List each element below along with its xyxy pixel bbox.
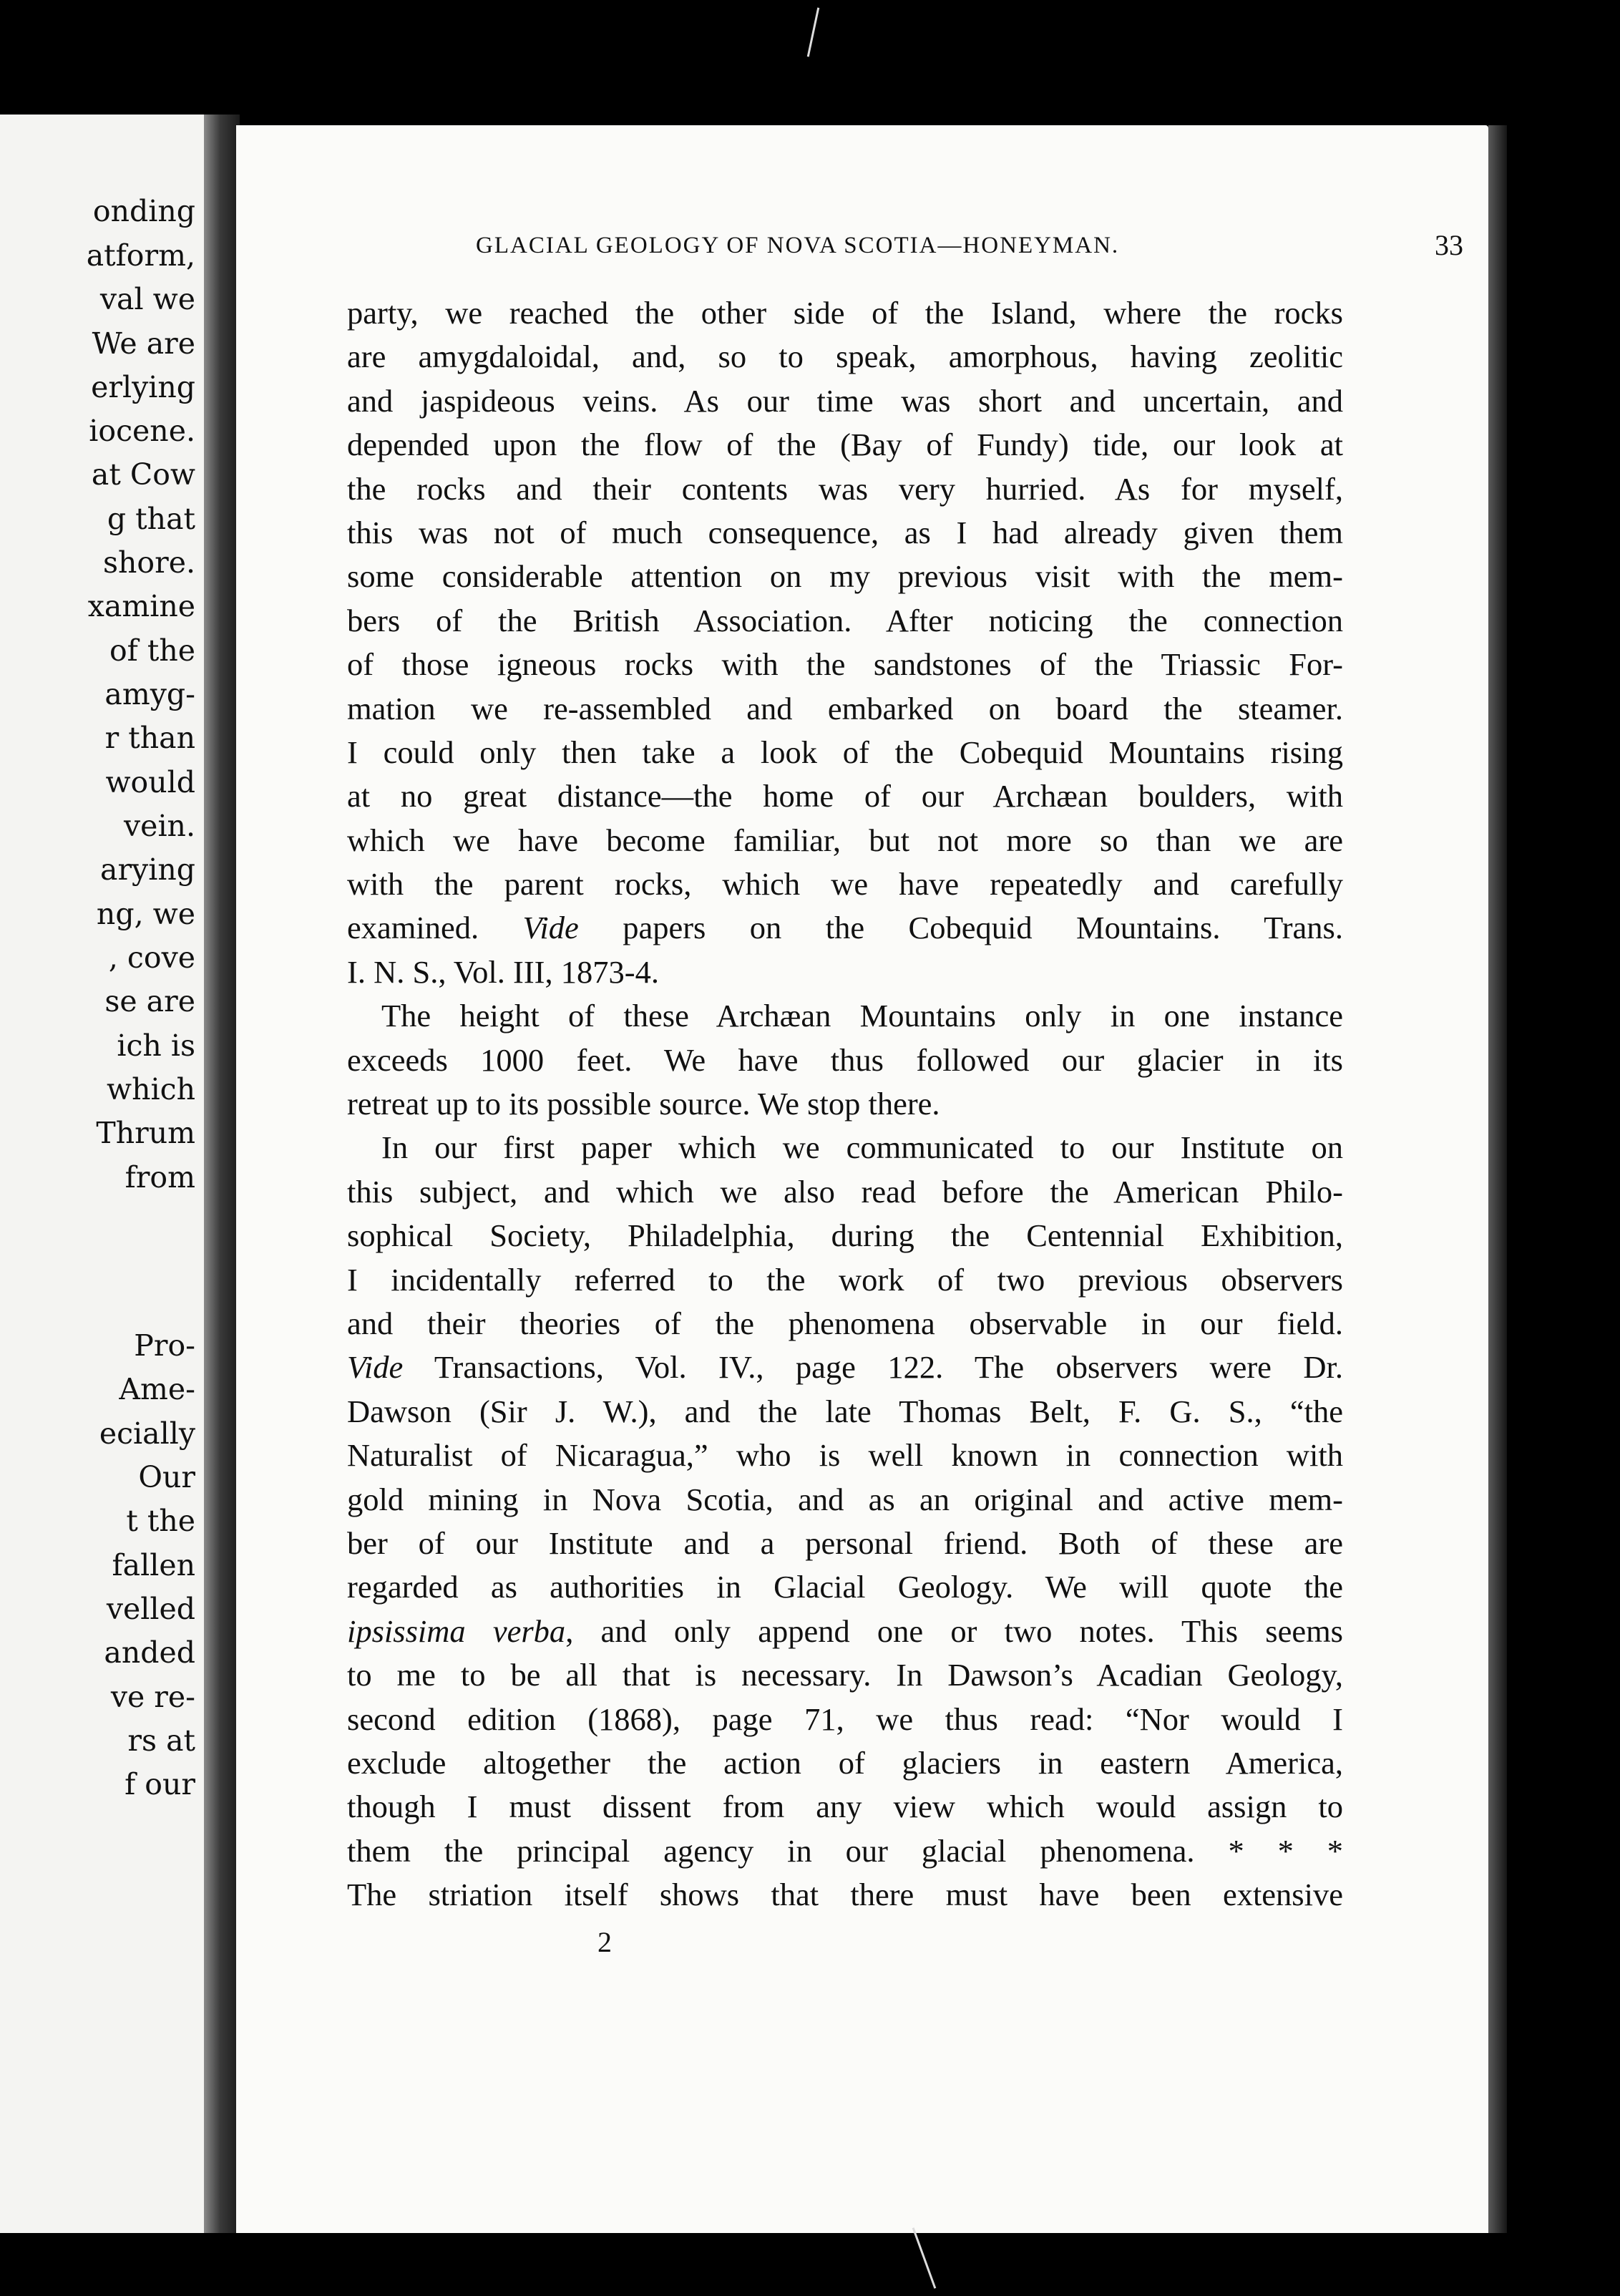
body-line: exceeds 1000 feet. We have thus followed our glacier in its [347, 1041, 1343, 1078]
body-line: I. N. S., Vol. III, 1873-4. [347, 953, 659, 990]
left-page-line: at Cow [91, 457, 195, 492]
body-line: regarded as authorities in Glacial Geology. We will quote the [347, 1569, 1343, 1605]
body-line: depended upon the flow of the (Bay of Fundy) tide, our look at [347, 427, 1343, 463]
left-page-line: ng, we [96, 897, 195, 931]
left-page-line: which [107, 1072, 195, 1106]
left-page-line: vein. [124, 809, 195, 843]
body-line: the rocks and their contents was very hurried. As for myself, [347, 470, 1343, 507]
body-line: bers of the British Association. After noticing the connection [347, 602, 1343, 638]
left-page-line: shore. [102, 545, 195, 580]
running-title: GLACIAL GEOLOGY OF NOVA SCOTIA—HONEYMAN. [476, 233, 1120, 258]
left-page-line: xamine [87, 589, 195, 623]
body-line: Vide Transactions, Vol. IV., page 122. The observers were Dr. [347, 1349, 1343, 1386]
signature-mark: 2 [597, 1926, 612, 1958]
left-page-line: Pro- [134, 1328, 195, 1363]
body-line: second edition (1868), page 71, we thus read: “Nor would I [347, 1701, 1343, 1737]
body-line: exclude altogether the action of glaciers in eastern America, [347, 1744, 1343, 1781]
body-line: with the parent rocks, which we have repeatedly and carefully [347, 866, 1343, 903]
left-page-line: r than [104, 721, 195, 755]
left-page-line: ve re- [110, 1680, 195, 1714]
body-line: which we have become familiar, but not more so than we are [347, 822, 1343, 858]
body-line: I incidentally referred to the work of two previous observers [347, 1261, 1343, 1298]
body-line: gold mining in Nova Scotia, and as an original and active mem- [347, 1481, 1343, 1517]
body-line: The striation itself shows that there must have been extensive [347, 1877, 1343, 1913]
left-page-line: t the [126, 1504, 195, 1538]
body-line: examined. Vide papers on the Cobequid Mountains. Trans. [347, 910, 1343, 946]
body-line: Dawson (Sir J. W.), and the late Thomas Belt, F. G. S., “the [347, 1393, 1343, 1429]
body-line: I could only then take a look of the Cobequid Mountains rising [347, 734, 1343, 770]
body-line: Naturalist of Nicaragua,” who is well known in connection with [347, 1437, 1343, 1474]
left-page-line: , cove [108, 940, 195, 975]
left-page-line: arying [100, 852, 195, 887]
page-edge-shadow [1488, 125, 1507, 2233]
facing-page-left [0, 115, 204, 2233]
body-line: some considerable attention on my previous visit with the mem- [347, 558, 1343, 595]
left-page-line: from [125, 1160, 195, 1195]
body-line: this was not of much consequence, as I had already given them [347, 514, 1343, 550]
left-page-line: fallen [112, 1548, 195, 1582]
body-line: ipsissima verba, and only append one or two notes. This seems [347, 1612, 1343, 1649]
scan-speck [912, 2227, 937, 2289]
body-line: them the principal agency in our glacial phenomena. * * * [347, 1832, 1343, 1869]
body-line: and their theories of the phenomena observable in our field. [347, 1305, 1343, 1341]
left-page-line: erlying [91, 370, 195, 404]
left-page-line: anded [104, 1635, 195, 1670]
left-page-line: rs at [127, 1723, 195, 1758]
body-line: at no great distance—the home of our Archæan boulders, with [347, 778, 1343, 814]
left-page-line: iocene. [89, 414, 195, 448]
body-line: though I must dissent from any view which would assign to [347, 1789, 1343, 1825]
page-33 [236, 125, 1488, 2233]
body-line: and jaspideous veins. As our time was short and uncertain, and [347, 382, 1343, 419]
left-page-line: Our [138, 1460, 195, 1494]
body-line: sophical Society, Philadelphia, during the Centennial Exhibition, [347, 1217, 1343, 1254]
left-page-line: se are [104, 984, 195, 1018]
body-line: to me to be all that is necessary. In Dawson’s Acadian Geology, [347, 1657, 1343, 1693]
body-line: mation we re-assembled and embarked on board the steamer. [347, 690, 1343, 726]
left-page-line: velled [106, 1592, 195, 1626]
scan-speck [807, 7, 819, 57]
left-page-line: Ame- [119, 1372, 195, 1406]
left-page-line: We are [92, 326, 195, 361]
body-line: The height of these Archæan Mountains only in one instance [381, 998, 1343, 1034]
body-line: retreat up to its possible source. We stop there. [347, 1086, 940, 1122]
left-page-line: atform, [86, 238, 195, 273]
left-page-line: onding [92, 194, 195, 228]
left-page-line: of the [109, 633, 195, 668]
left-page-line: f our [125, 1767, 195, 1801]
left-page-line: would [105, 765, 195, 799]
body-line: party, we reached the other side of the Island, where the rocks [347, 295, 1343, 331]
body-line: this subject, and which we also read before the American Philo- [347, 1173, 1343, 1210]
body-line: ber of our Institute and a personal friend. Both of these are [347, 1524, 1343, 1561]
page-number: 33 [1435, 229, 1463, 261]
book-gutter [204, 115, 240, 2233]
body-line: are amygdaloidal, and, so to speak, amorphous, having zeolitic [347, 339, 1343, 375]
left-page-line: amyg- [104, 677, 195, 711]
left-page-line: ecially [99, 1416, 195, 1451]
body-line: In our first paper which we communicated to our Institute on [381, 1129, 1343, 1166]
body-line: of those igneous rocks with the sandstones of the Triassic For- [347, 646, 1343, 683]
left-page-line: Thrum [96, 1116, 195, 1150]
left-page-line: g that [107, 502, 195, 536]
body-text [347, 291, 1343, 1917]
left-page-line: ich is [117, 1028, 195, 1063]
left-page-line: val we [99, 282, 195, 316]
